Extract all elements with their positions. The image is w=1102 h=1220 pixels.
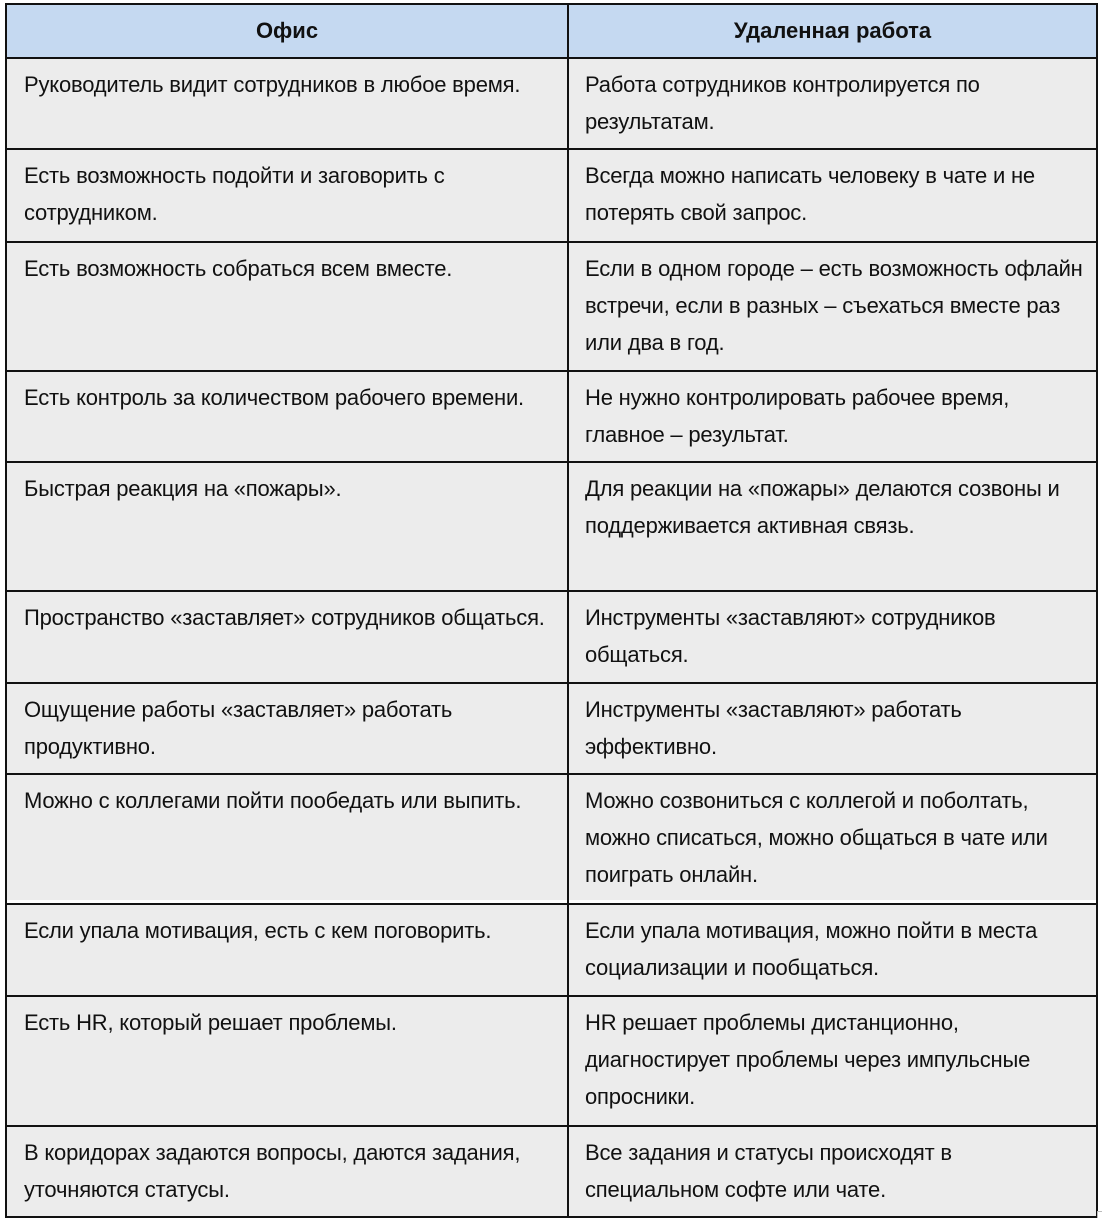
office-cell: Есть возможность собраться всем вместе. [6, 242, 568, 371]
header-office: Офис [6, 4, 568, 58]
comparison-table-container [5, 3, 1096, 1218]
remote-cell: Работа сотрудников контролируется по результатам. [568, 58, 1097, 149]
table-row [6, 1126, 1097, 1217]
remote-cell: HR решает проблемы дистанционно, диагностирует проблемы через импульсные опросники. [568, 996, 1097, 1126]
office-cell: Ощущение работы «заставляет» работать продуктивно. [6, 683, 568, 774]
table-row [6, 371, 1097, 462]
header-row [6, 4, 1097, 58]
remote-cell: Для реакции на «пожары» делаются созвоны и поддерживается активная связь. [568, 462, 1097, 591]
office-cell: Есть возможность подойти и заговорить с сотрудником. [6, 149, 568, 242]
table-row [6, 58, 1097, 149]
office-cell: Пространство «заставляет» сотрудников общаться. [6, 591, 568, 683]
office-cell: Быстрая реакция на «пожары». [6, 462, 568, 591]
remote-cell: Не нужно контролировать рабочее время, главное – результат. [568, 371, 1097, 462]
remote-cell: Если в одном городе – есть возможность офлайн встречи, если в разных – съехаться вместе раз или два в год. [568, 242, 1097, 371]
corner-crop-mark [1097, 1211, 1102, 1218]
office-cell: Можно с коллегами пойти пообедать или выпить. [6, 774, 568, 904]
table-row [6, 996, 1097, 1126]
table-row [6, 242, 1097, 371]
office-cell: Есть HR, который решает проблемы. [6, 996, 568, 1126]
office-cell: Есть контроль за количеством рабочего времени. [6, 371, 568, 462]
remote-cell: Инструменты «заставляют» сотрудников общаться. [568, 591, 1097, 683]
table-row [6, 591, 1097, 683]
table-row [6, 149, 1097, 242]
office-cell: Руководитель видит сотрудников в любое время. [6, 58, 568, 149]
office-cell: Если упала мотивация, есть с кем поговорить. [6, 904, 568, 996]
remote-cell: Всегда можно написать человеку в чате и не потерять свой запрос. [568, 149, 1097, 242]
remote-cell: Если упала мотивация, можно пойти в места социализации и пообщаться. [568, 904, 1097, 996]
office-cell: В коридорах задаются вопросы, даются задания, уточняются статусы. [6, 1126, 568, 1217]
remote-cell: Инструменты «заставляют» работать эффективно. [568, 683, 1097, 774]
office-vs-remote-table [5, 3, 1098, 1218]
table-row [6, 683, 1097, 774]
remote-cell: Все задания и статусы происходят в специальном софте или чате. [568, 1126, 1097, 1217]
header-remote: Удаленная работа [568, 4, 1097, 58]
table-row [6, 462, 1097, 591]
table-row [6, 904, 1097, 996]
table-row [6, 774, 1097, 904]
remote-cell: Можно созвониться с коллегой и поболтать, можно списаться, можно общаться в чате или поиграть онлайн. [568, 774, 1097, 904]
